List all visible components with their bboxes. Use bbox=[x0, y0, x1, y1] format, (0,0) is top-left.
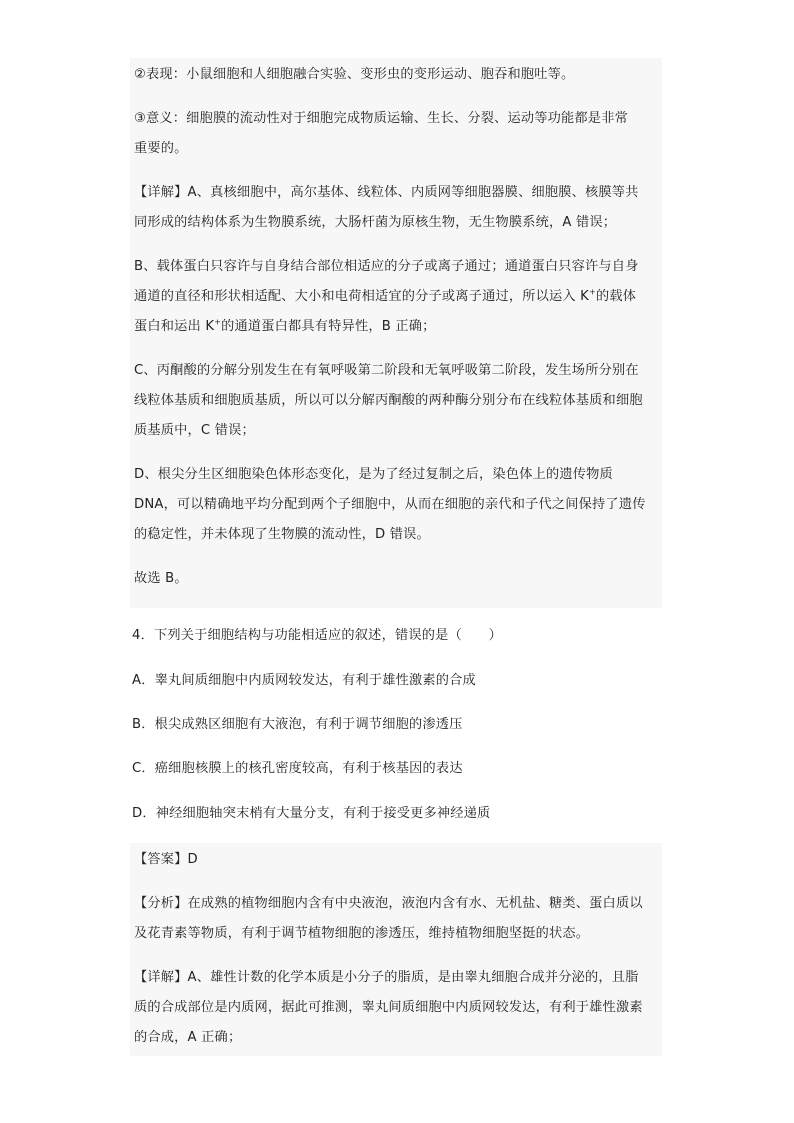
significance-line-1: ③意义：细胞膜的流动性对于细胞完成物质运输、生长、分裂、运动等功能都是非常 bbox=[134, 111, 628, 126]
significance-line-2: 重要的。 bbox=[134, 141, 188, 156]
analysis-line-2: 及花青素等物质，有利于调节植物细胞的渗透压，维持植物细胞坚挺的状态。 bbox=[134, 926, 590, 941]
question-option-b: B．根尖成熟区细胞有大液泡，有利于调节细胞的渗透压 bbox=[132, 717, 463, 732]
option-c-line-1: C、丙酮酸的分解分别发生在有氧呼吸第二阶段和无氧呼吸第二阶段，发生场所分别在 bbox=[134, 363, 639, 378]
choice-text: 故选 B。 bbox=[134, 571, 188, 586]
explanation-block-top bbox=[130, 58, 662, 608]
performance-text: ②表现：小鼠细胞和人细胞融合实验、变形虫的变形运动、胞吞和胞吐等。 bbox=[134, 67, 575, 82]
question-option-d: D．神经细胞轴突末梢有大量分支，有利于接受更多神经递质 bbox=[132, 806, 491, 821]
explanation-block-bottom bbox=[130, 843, 662, 1056]
option-b-line-1: B、载体蛋白只容许与自身结合部位相适应的分子或离子通过；通道蛋白只容许与自身 bbox=[134, 259, 639, 274]
question-option-a: A．睾丸间质细胞中内质网较发达，有利于雄性激素的合成 bbox=[132, 673, 476, 688]
option-d-line-1: D、根尖分生区细胞染色体形态变化，是为了经过复制之后，染色体上的遗传物质 bbox=[134, 467, 613, 482]
option-b-line-2: 通道的直径和形状相适配、大小和电荷相适宜的分子或离子通过，所以运入 K+的载体 bbox=[134, 287, 637, 304]
option-d-line-2: DNA，可以精确地平均分配到两个子细胞中，从而在细胞的亲代和子代之间保持了遗传 bbox=[134, 497, 646, 512]
question-stem: 4．下列关于细胞结构与功能相适应的叙述，错误的是（ ） bbox=[132, 628, 503, 643]
question-option-c: C．癌细胞核膜上的核孔密度较高，有利于核基因的表达 bbox=[132, 761, 463, 776]
detail-line-1: 【详解】A、雄性计数的化学本质是小分子的脂质，是由睾丸细胞合成并分泌的，且脂 bbox=[134, 970, 639, 985]
answer-text: 【答案】D bbox=[134, 852, 198, 867]
option-b-line-3: 蛋白和运出 K+的通道蛋白都具有特异性，B 正确； bbox=[134, 317, 436, 334]
detail-a-line-1: 【详解】A、真核细胞中，高尔基体、线粒体、内质网等细胞器膜、细胞膜、核膜等共 bbox=[134, 185, 639, 200]
analysis-line-1: 【分析】在成熟的植物细胞内含有中央液泡，液泡内含有水、无机盐、糖类、蛋白质以 bbox=[134, 896, 643, 911]
detail-line-2: 质的合成部位是内质网，据此可推测，睾丸间质细胞中内质网较发达，有利于雄性激素 bbox=[134, 1000, 643, 1015]
option-d-line-3: 的稳定性，并未体现了生物膜的流动性，D 错误。 bbox=[134, 527, 430, 542]
option-c-line-3: 质基质中，C 错误； bbox=[134, 423, 255, 438]
detail-line-3: 的合成，A 正确； bbox=[134, 1030, 242, 1045]
detail-a-line-2: 同形成的结构体系为生物膜系统，大肠杆菌为原核生物，无生物膜系统，A 错误； bbox=[134, 215, 617, 230]
option-c-line-2: 线粒体基质和细胞质基质，所以可以分解丙酮酸的两种酶分别分布在线粒体基质和细胞 bbox=[134, 393, 643, 408]
